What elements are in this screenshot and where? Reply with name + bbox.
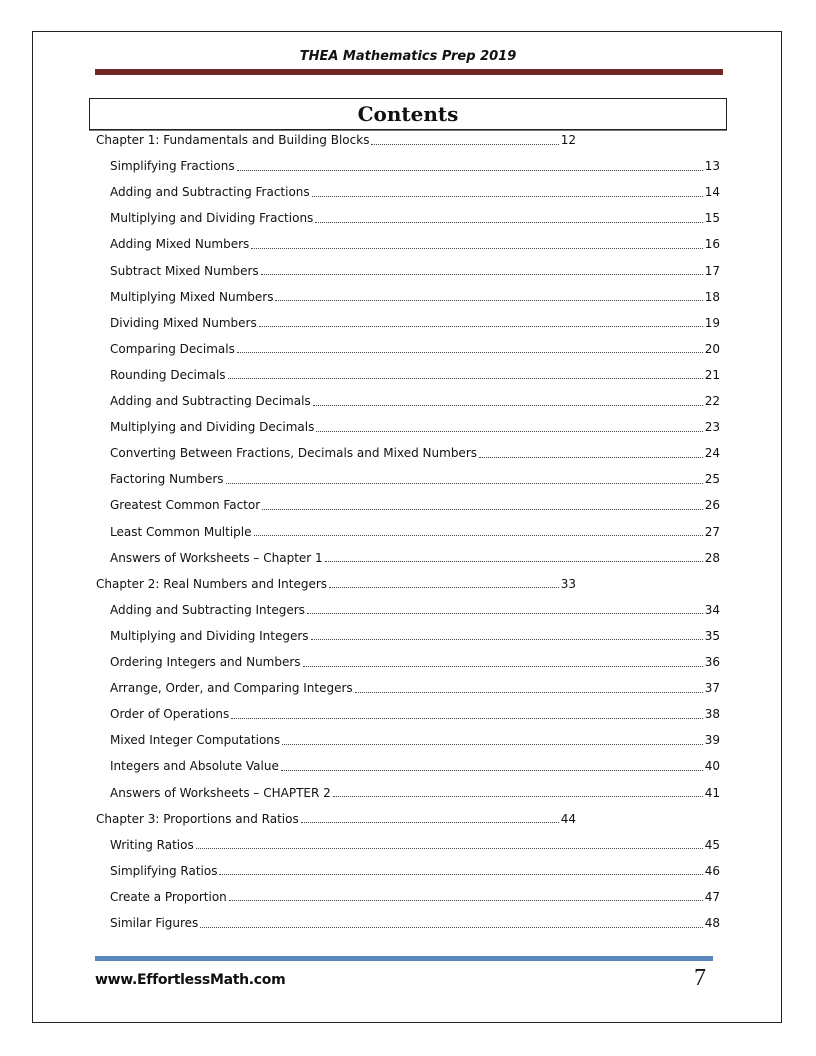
toc-entry-label: Greatest Common Factor [110, 498, 261, 513]
toc-entry-page: 18 [704, 289, 720, 304]
toc-dot-leader [325, 547, 703, 562]
toc-dot-leader [254, 521, 703, 536]
running-header-title: THEA Mathematics Prep 2019 [299, 49, 517, 64]
toc-entry-label: Chapter 3: Proportions and Ratios [96, 811, 299, 826]
toc-section-entry[interactable] [110, 731, 720, 749]
toc-chapter-entry[interactable] [96, 810, 576, 828]
toc-dot-leader [316, 417, 702, 432]
toc-dot-leader [313, 391, 703, 406]
toc-entry-page: 15 [704, 211, 720, 226]
toc-section-entry[interactable] [110, 888, 720, 906]
toc-entry-page: 26 [704, 498, 720, 513]
footer-page-number: 7 [694, 965, 706, 991]
toc-entry-label: Integers and Absolute Value [110, 759, 279, 774]
toc-entry-label: Writing Ratios [110, 837, 194, 852]
toc-dot-leader [371, 130, 558, 145]
toc-dot-leader [307, 599, 703, 614]
toc-entry-page: 25 [704, 472, 720, 487]
toc-entry-label: Similar Figures [110, 916, 199, 930]
toc-entry-label: Order of Operations [110, 707, 230, 722]
toc-entry-label: Subtract Mixed Numbers [110, 263, 259, 278]
toc-dot-leader [237, 338, 703, 353]
toc-section-entry[interactable] [110, 235, 720, 253]
header-rule [95, 69, 723, 75]
toc-dot-leader [226, 469, 703, 484]
toc-entry-label: Adding and Subtracting Decimals [110, 394, 311, 408]
toc-dot-leader [329, 573, 559, 588]
toc-section-entry[interactable] [110, 549, 720, 567]
toc-dot-leader [259, 312, 703, 327]
toc-section-entry[interactable] [110, 653, 720, 671]
toc-section-entry[interactable] [110, 262, 720, 280]
toc-entry-page: 17 [704, 263, 720, 278]
toc-section-entry[interactable] [110, 914, 720, 932]
toc-entry-page: 23 [704, 420, 720, 435]
toc-entry-page: 12 [560, 133, 576, 147]
toc-section-entry[interactable] [110, 418, 720, 436]
toc-entry-label: Ordering Integers and Numbers [110, 655, 301, 669]
toc-entry-label: Adding and Subtracting Fractions [110, 185, 310, 200]
toc-entry-label: Multiplying and Dividing Fractions [110, 211, 314, 226]
toc-entry-label: Answers of Worksheets – CHAPTER 2 [110, 785, 331, 800]
contents-heading-box [89, 98, 727, 130]
toc-entry-page: 24 [704, 446, 720, 461]
toc-entry-label: Simplifying Ratios [110, 863, 218, 878]
toc-entry-page: 27 [704, 524, 720, 539]
toc-entry-page: 19 [704, 315, 720, 330]
toc-section-entry[interactable] [110, 679, 720, 697]
toc-dot-leader [228, 364, 703, 379]
toc-entry-label: Multiplying Mixed Numbers [110, 289, 274, 304]
toc-entry-page: 40 [704, 759, 720, 774]
toc-entry-page: 34 [704, 602, 720, 617]
toc-entry-label: Least Common Multiple [110, 524, 252, 539]
toc-section-entry[interactable] [110, 314, 720, 332]
toc-section-entry[interactable] [110, 366, 720, 384]
toc-dot-leader [200, 913, 702, 928]
toc-section-entry[interactable] [110, 340, 720, 358]
footer-website[interactable]: www.EffortlessMath.com [95, 972, 286, 988]
toc-entry-page: 21 [704, 367, 720, 382]
toc-entry-label: Converting Between Fractions, Decimals and Mixed Numbers [110, 446, 478, 461]
toc-dot-leader [355, 678, 703, 693]
toc-section-entry[interactable] [110, 862, 720, 880]
toc-entry-label: Rounding Decimals [110, 367, 226, 382]
toc-entry-label: Factoring Numbers [110, 472, 224, 487]
toc-section-entry[interactable] [110, 705, 720, 723]
toc-dot-leader [315, 208, 702, 223]
toc-entry-page: 38 [704, 707, 720, 722]
toc-section-entry[interactable] [110, 288, 720, 306]
toc-entry-page: 28 [704, 550, 720, 565]
toc-entry-page: 13 [704, 159, 720, 174]
toc-entry-label: Simplifying Fractions [110, 159, 235, 174]
toc-section-entry[interactable] [110, 183, 720, 201]
toc-dot-leader [231, 704, 702, 719]
toc-entry-page: 46 [704, 863, 720, 878]
toc-entry-page: 47 [704, 889, 720, 904]
toc-entry-page: 44 [560, 811, 576, 826]
toc-dot-leader [333, 782, 703, 797]
toc-dot-leader [237, 156, 703, 171]
toc-chapter-entry[interactable] [96, 575, 576, 593]
toc-dot-leader [219, 860, 702, 875]
toc-section-entry[interactable] [110, 157, 720, 175]
toc-entry-label: Comparing Decimals [110, 341, 235, 356]
toc-section-entry[interactable] [110, 757, 720, 775]
toc-entry-page: 16 [704, 237, 720, 252]
toc-section-entry[interactable] [110, 784, 720, 802]
toc-dot-leader [282, 730, 703, 745]
toc-dot-leader [303, 652, 703, 667]
toc-entry-label: Chapter 1: Fundamentals and Building Blocks [96, 133, 370, 147]
toc-entry-page: 33 [560, 576, 576, 591]
footer-rule [95, 956, 713, 961]
toc-section-entry[interactable] [110, 627, 720, 645]
toc-entry-label: Adding and Subtracting Integers [110, 602, 305, 617]
toc-dot-leader [261, 260, 703, 275]
toc-entry-label: Dividing Mixed Numbers [110, 315, 257, 330]
toc-entry-label: Mixed Integer Computations [110, 733, 281, 748]
toc-entry-page: 14 [704, 185, 720, 200]
toc-entry-label: Adding Mixed Numbers [110, 237, 250, 252]
toc-dot-leader [229, 886, 703, 901]
toc-dot-leader [251, 234, 702, 249]
toc-dot-leader [196, 834, 703, 849]
toc-entry-page: 39 [704, 733, 720, 748]
toc-entry-page: 45 [704, 837, 720, 852]
toc-entry-page: 22 [704, 394, 720, 408]
contents-heading: Contents [357, 102, 459, 126]
toc-section-entry[interactable] [110, 392, 720, 410]
toc-dot-leader [311, 625, 703, 640]
toc-section-entry[interactable] [110, 209, 720, 227]
toc-entry-label: Multiplying and Dividing Decimals [110, 420, 315, 435]
toc-entry-label: Chapter 2: Real Numbers and Integers [96, 576, 328, 591]
toc-dot-leader [301, 808, 559, 823]
toc-entry-label: Arrange, Order, and Comparing Integers [110, 681, 353, 696]
toc-entry-page: 36 [704, 655, 720, 669]
toc-section-entry[interactable] [110, 523, 720, 541]
toc-entry-page: 41 [704, 785, 720, 800]
toc-dot-leader [479, 443, 703, 458]
toc-dot-leader [262, 495, 703, 510]
toc-entry-label: Answers of Worksheets – Chapter 1 [110, 550, 323, 565]
toc-dot-leader [312, 182, 703, 197]
toc-entry-label: Multiplying and Dividing Integers [110, 628, 309, 643]
toc-entry-page: 37 [704, 681, 720, 696]
toc-section-entry[interactable] [110, 496, 720, 514]
toc-chapter-entry[interactable] [96, 131, 576, 149]
toc-section-entry[interactable] [110, 601, 720, 619]
toc-dot-leader [281, 756, 703, 771]
toc-entry-page: 35 [704, 628, 720, 643]
toc-entry-page: 48 [704, 916, 720, 930]
toc-section-entry[interactable] [110, 836, 720, 854]
toc-section-entry[interactable] [110, 470, 720, 488]
toc-entry-page: 20 [704, 341, 720, 356]
toc-entry-label: Create a Proportion [110, 889, 227, 904]
toc-dot-leader [275, 286, 702, 301]
toc-section-entry[interactable] [110, 444, 720, 462]
